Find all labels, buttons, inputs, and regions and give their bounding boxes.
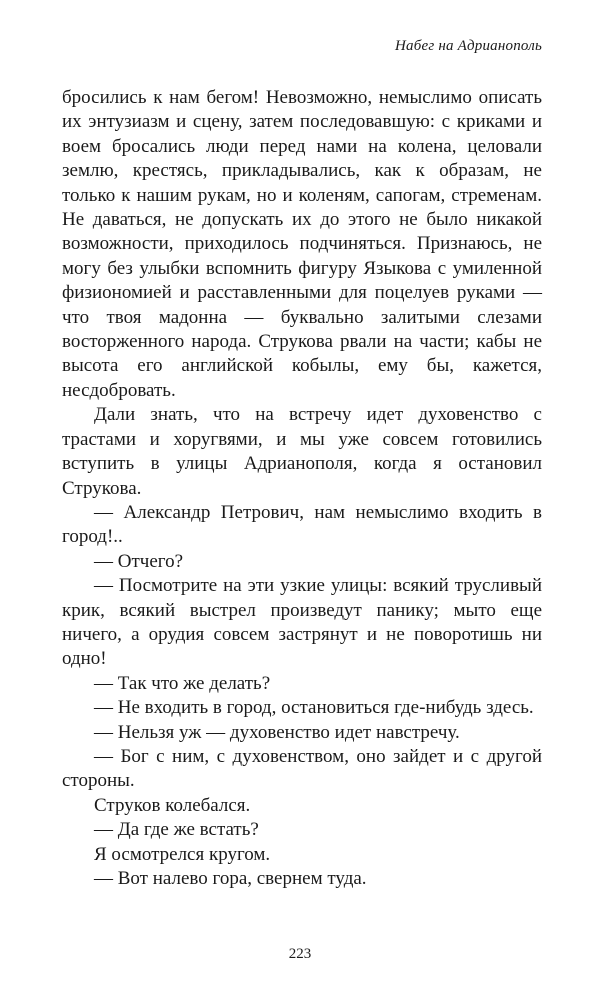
paragraph: бросились к нам бегом! Невозможно, немыслимо описать их энтузиазм и сцену, затем последовавшую: с криками и воем бросались люди перед нами на колена, целовали землю, крестясь, прикладывались, как к образам, не только к нашим рукам, но и коленям, сапогам, стременам. Не даваться, не допускать их до этого не было никакой возможности, приходилось подчиняться. Признаюсь, не могу без улыбки вспомнить фигуру Языкова с умиленной физиономией и расставленными для поцелуев руками — что твоя мадонна — буквально залитыми слезами восторженного народа. Струкова рвали на части; кабы не высота его английской кобылы, ему бы, кажется, несдобровать.	[62, 87, 542, 401]
dialogue-line: — Нельзя уж — духовенство идет навстречу.	[94, 721, 460, 743]
dialogue-line: — Так что же делать?	[94, 672, 271, 694]
paragraph: Я осмотрелся кругом.	[94, 843, 271, 865]
dialogue-line: — Да где же встать?	[94, 819, 259, 841]
dialogue-line: — Бог с ним, с духовенством, оно зайдет и с другой стороны.	[62, 745, 542, 792]
dialogue-line: — Александр Петрович, нам немыслимо входить в город!..	[62, 501, 542, 548]
dialogue-line: — Отчего?	[94, 550, 184, 572]
dialogue-line: — Вот налево гора, свернем туда.	[94, 868, 367, 889]
paragraph: Струков колебался.	[94, 794, 251, 816]
dialogue-line: — Не входить в город, остановиться где-нибудь здесь.	[94, 697, 534, 719]
body-text	[62, 86, 542, 891]
running-head: Набег на Адрианополь	[394, 38, 542, 54]
page-number: 223	[288, 946, 312, 962]
dialogue-line: — Посмотрите на эти узкие улицы: всякий трусливый крик, всякий выстрел произведут панику; мыто еще ничего, а орудия совсем застрянут и не поворотишь ни одно!	[62, 575, 542, 670]
paragraph: Дали знать, что на встречу идет духовенство с трастами и хоругвями, и мы уже совсем готовились вступить в улицы Адрианополя, когда я остановил Струкова.	[62, 404, 542, 499]
